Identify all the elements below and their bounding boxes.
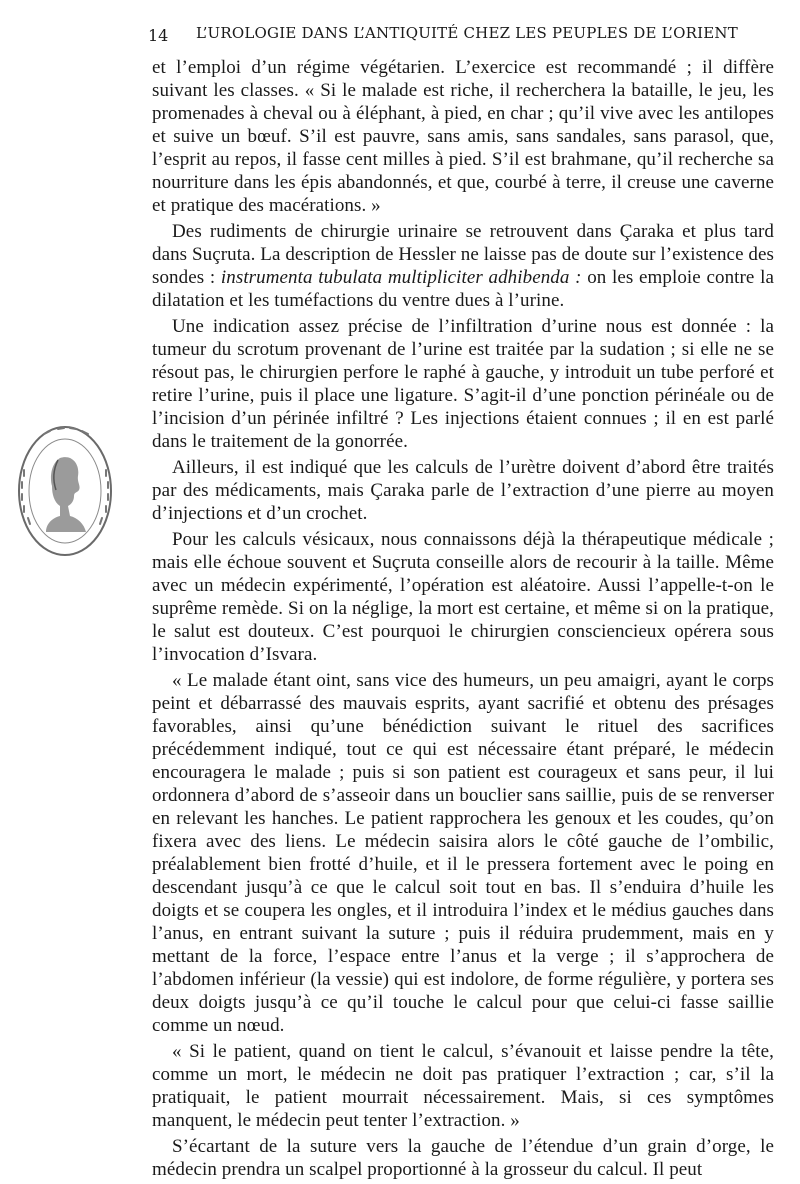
stamp-icon (14, 420, 116, 562)
paragraph: « Si le patient, quand on tient le calcul, s’évanouit et laisse pendre la tête, comme un mort, le médecin ne doit pas pratiquer l’extraction ; car, s’il la pratiquait, le patient mourrait nécessairement. Mais, si ces symptômes manquent, le médecin peut tenter l’extraction. » (152, 1041, 774, 1131)
running-head: L’UROLOGIE DANS L’ANTIQUITÉ CHEZ LES PEUPLES DE L’ORIENT (196, 24, 738, 42)
latin-quote: instrumenta tubulata multipliciter adhibenda : (220, 267, 582, 288)
paragraph-text: on les emploie contre la dilatation et les tuméfactions du ventre dues à l’urine. (152, 267, 774, 311)
page-number: 14 (148, 26, 169, 45)
library-stamp (14, 420, 116, 562)
paragraph (152, 220, 774, 312)
paragraph: Ailleurs, il est indiqué que les calculs de l’urètre doivent d’abord être traités par des médicaments, mais Çaraka parle de l’extraction d’une pierre au moyen d’injections et d’un crochet. (152, 457, 774, 524)
paragraph: Pour les calculs vésicaux, nous connaissons déjà la thérapeutique médicale ; mais elle échoue souvent et Suçruta conseille alors de recourir à la taille. Même avec un médecin expérimenté, l’opération est aléatoire. Aussi l’appelle-t-on le suprême remède. Si on la néglige, la mort est certaine, et même si on la pratique, le salut est douteux. C’est pourquoi le chirurgien consciencieux opérera sous l’invocation d’Isvara. (152, 529, 774, 665)
paragraph-text: Des rudiments de chirurgie urinaire se retrouvent dans Çaraka et plus tard dans Suçruta. La description de Hessler ne laisse pas de doute sur l’existence des sondes : (152, 221, 774, 288)
paragraph: « Le malade étant oint, sans vice des humeurs, un peu amaigri, ayant le corps peint et débarrassé des mauvais esprits, ayant sacrifié et obtenu des présages favorables, ainsi qu’une bénédiction suivant le rituel des sacrifices précédemment indiqué, tout ce qui est nécessaire étant préparé, le médecin encouragera le malade ; puis si son patient est courageux et sans peur, il lui ordonnera d’abord de s’asseoir dans un bouclier sans saillie, puis de se renverser en relevant les hanches. Le patient rapprochera les genoux et les coudes, qu’on fixera avec des liens. Le médecin saisira alors le côté gauche de l’ombilic, préalablement bien frotté d’huile, et il le pressera fortement avec le poing en descendant jusqu’à ce que le calcul soit tout en bas. Il s’enduira d’huile les doigts et se coupera les ongles, et il introduira l’index et le médius gauches dans l’anus, en entrant suivant la suture ; puis il réduira prudemment, mais en y mettant de la force, l’espace entre l’anus et la verge ; il s’approchera de l’abdomen inférieur (la vessie) qui est indolore, de forme régulière, y portera ses deux doigts jusqu’à ce qu’il touche le calcul pour que celui-ci fasse saillie comme un nœud. (152, 670, 774, 1036)
paragraph: Une indication assez précise de l’infiltration d’urine nous est donnée : la tumeur du scrotum provenant de l’urine est traitée par la sudation ; si elle ne se résout pas, le chirurgien perfore le raphé à gauche, y introduit un tube perforé et retire l’urine, puis il place une ligature. S’agit-il d’une ponction périnéale ou de l’incision d’un périnée infiltré ? Les injections étaient connues ; il en est parlé dans le traitement de la gonorrée. (152, 316, 774, 452)
paragraph: et l’emploi d’un régime végétarien. L’exercice est recommandé ; il diffère suivant les classes. « Si le malade est riche, il recherchera la bataille, le jeu, les promenades à cheval ou à éléphant, à pied, en char ; qu’il vive avec les antilopes et suive un bœuf. S’il est pauvre, sans amis, sans sandales, sans parasol, que, l’esprit au repos, il fasse cent milles à pied. S’il est brahmane, qu’il recherche sa nourriture dans les épis abandonnés, et que, courbé à terre, il creuse une caverne et pratique des macérations. » (152, 57, 774, 216)
paragraph: S’écartant de la suture vers la gauche de l’étendue d’un grain d’orge, le médecin prendra un scalpel proportionné à la grosseur du calcul. Il peut (152, 1136, 774, 1180)
body-text (152, 56, 774, 1184)
